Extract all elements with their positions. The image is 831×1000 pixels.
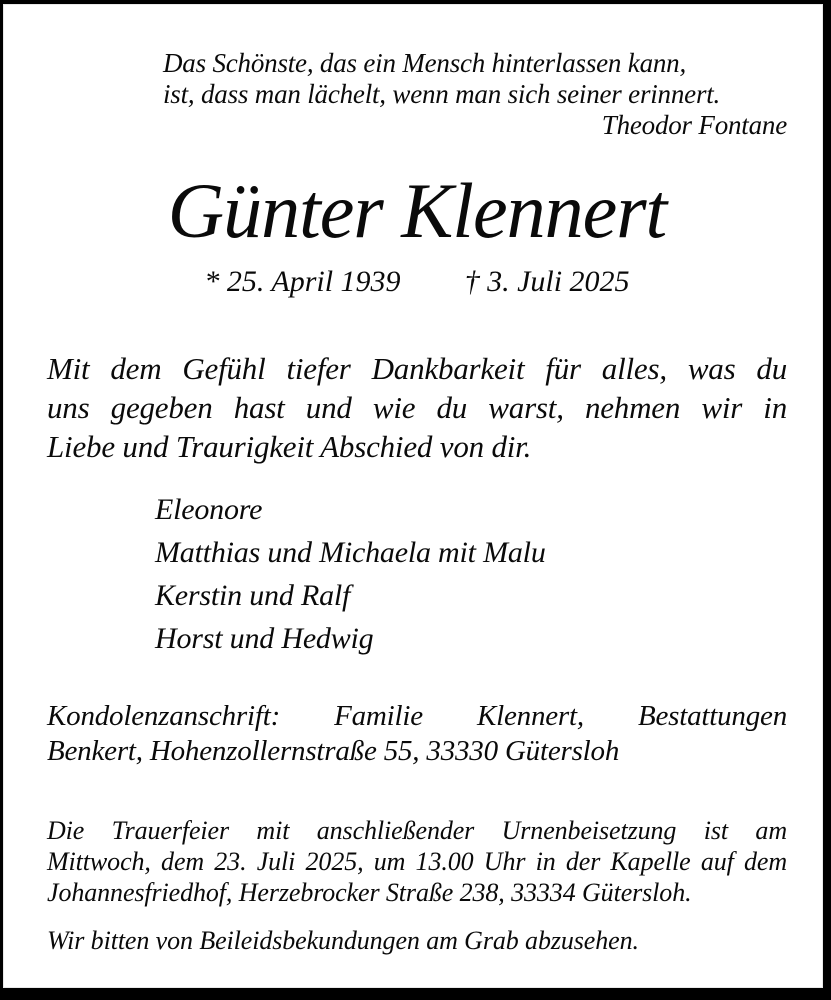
tribute-line: uns gegeben hast und wie du warst, nehmen wir in bbox=[47, 390, 787, 425]
life-dates bbox=[47, 264, 787, 300]
condolence-address bbox=[47, 699, 787, 769]
funeral-line: Die Trauerfeier mit anschließender Urnenbeisetzung ist am bbox=[47, 816, 787, 845]
mourner-line: Eleonore bbox=[155, 493, 263, 526]
obituary-content bbox=[3, 48, 823, 956]
quote-attribution: Theodor Fontane bbox=[601, 110, 787, 140]
condolence-line: Benkert, Hohenzollernstraße 55, 33330 Gütersloh bbox=[47, 735, 620, 767]
mourner-line: Matthias und Michaela mit Malu bbox=[155, 536, 546, 569]
tribute-line: Liebe und Traurigkeit Abschied von dir. bbox=[47, 429, 532, 464]
memorial-quote bbox=[163, 48, 787, 141]
tribute-line: Mit dem Gefühl tiefer Dankbarkeit für alles, was du bbox=[47, 351, 787, 386]
tribute-paragraph bbox=[47, 349, 787, 466]
death-date: † 3. Juli 2025 bbox=[464, 265, 630, 298]
mourner-line: Kerstin und Ralf bbox=[155, 579, 351, 612]
quote-line: Das Schönste, das ein Mensch hinterlassen kann, bbox=[163, 48, 687, 78]
funeral-line: Mittwoch, dem 23. Juli 2025, um 13.00 Uhr in der Kapelle auf dem bbox=[47, 847, 787, 876]
mourners-list bbox=[155, 488, 787, 660]
funeral-line: Johannesfriedhof, Herzebrocker Straße 238, 33334 Gütersloh. bbox=[47, 878, 692, 907]
deceased-name: Günter Klennert bbox=[167, 167, 667, 254]
mourner-line: Horst und Hedwig bbox=[155, 622, 374, 655]
condolence-line: Kondolenzanschrift: Familie Klennert, Bestattungen bbox=[47, 700, 787, 732]
quote-line: ist, dass man lächelt, wenn man sich seiner erinnert. bbox=[163, 79, 721, 109]
birth-date: * 25. April 1939 bbox=[204, 265, 401, 298]
closing-request: Wir bitten von Beileidsbekundungen am Grab abzusehen. bbox=[47, 926, 639, 955]
funeral-info bbox=[47, 815, 787, 908]
obituary-card bbox=[3, 4, 823, 988]
